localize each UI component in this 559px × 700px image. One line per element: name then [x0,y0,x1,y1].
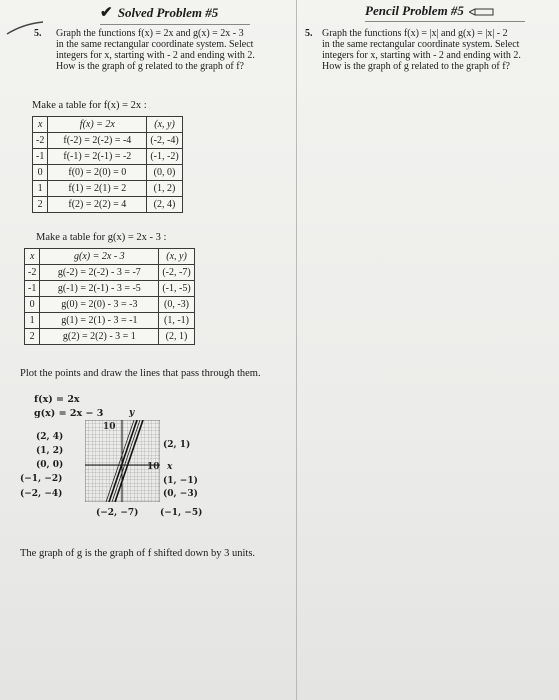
left-problem-text: Graph the functions f(x) = 2x and g(x) = 2x - 3 in the same rectangular coordinate system. Select integers for x, starting with - 2 and ending with 2. How is the graph of g related to the graph of f? [56,28,255,72]
table-cell: (0, 0) [147,165,182,181]
table-header: f(x) = 2x [48,117,147,133]
table-cell: g(-1) = 2(-1) - 3 = -5 [40,281,159,297]
column-divider [296,0,297,700]
x-axis-label: x [167,462,173,472]
table-row [25,313,195,329]
g-point-label: (1, −1) [163,476,198,486]
table-cell: 2 [33,197,48,213]
table-cell: (-2, -7) [159,265,194,281]
f-point-label: (−2, −4) [20,489,63,499]
f-point-label: (2, 4) [36,432,64,442]
table-cell: g(-2) = 2(-2) - 3 = -7 [40,265,159,281]
g-point-label: (−2, −7) [96,508,139,518]
table-g-caption: Make a table for g(x) = 2x - 3 : [36,232,167,243]
table-header: x [33,117,48,133]
table-f [32,116,183,213]
f-point-label: (1, 2) [36,446,64,456]
table-g [24,248,195,345]
table-cell: (2, 1) [159,329,194,345]
right-problem-text: Graph the functions f(x) = |x| and g(x) = |x| - 2 in the same rectangular coordinate system. Select integers for x, starting with - 2 and ending with 2. How is the graph of g related to the graph of f? [322,28,521,72]
f-point-label: (−1, −2) [20,474,63,484]
left-problem-number: 5. [34,28,42,39]
table-cell: (1, 2) [147,181,182,197]
table-cell: 1 [33,181,48,197]
g-point-label: (0, −3) [163,489,198,499]
table-header: x [25,249,40,265]
table-header: g(x) = 2x - 3 [40,249,159,265]
g-point-label: (2, 1) [163,440,191,450]
table-row [33,149,183,165]
pencil-problem-header: Pencil Problem #5 [365,3,525,22]
table-cell: (2, 4) [147,197,182,213]
table-row [33,197,183,213]
table-row [25,281,195,297]
table-cell: -2 [25,265,40,281]
table-header: (x, y) [159,249,194,265]
table-cell: g(2) = 2(2) - 3 = 1 [40,329,159,345]
g-point-label: (−1, −5) [160,508,203,518]
table-header-row [25,249,195,265]
table-row [25,297,195,313]
table-row [25,265,195,281]
table-cell: -1 [33,149,48,165]
table-cell: 1 [25,313,40,329]
table-f-caption: Make a table for f(x) = 2x : [32,100,147,111]
table-cell: g(0) = 2(0) - 3 = -3 [40,297,159,313]
table-cell: 0 [25,297,40,313]
solved-problem-header: ✔ Solved Problem #5 [100,3,250,25]
table-cell: (-2, -4) [147,133,182,149]
table-cell: f(-2) = 2(-2) = -4 [48,133,147,149]
checkmark-icon: ✔ [100,5,113,21]
table-row [33,181,183,197]
table-cell: f(1) = 2(1) = 2 [48,181,147,197]
table-cell: f(0) = 2(0) = 0 [48,165,147,181]
y-axis-label: y [129,408,135,418]
table-cell: -2 [33,133,48,149]
table-header: (x, y) [147,117,182,133]
table-header-row [33,117,183,133]
table-cell: f(-1) = 2(-1) = -2 [48,149,147,165]
g-function-label: g(x) = 2x − 3 [34,408,104,419]
table-cell: (0, -3) [159,297,194,313]
f-point-label: (0, 0) [36,460,64,470]
table-cell: f(2) = 2(2) = 4 [48,197,147,213]
table-cell: 0 [33,165,48,181]
pencil-icon [469,7,495,17]
table-cell: 2 [25,329,40,345]
table-cell: (-1, -2) [147,149,182,165]
plot-instruction: Plot the points and draw the lines that pass through them. [20,368,261,379]
table-cell: (-1, -5) [159,281,194,297]
table-row [33,165,183,181]
conclusion-text: The graph of g is the graph of f shifted down by 3 units. [20,548,256,559]
table-row [33,133,183,149]
table-cell: g(1) = 2(1) - 3 = -1 [40,313,159,329]
right-problem-number: 5. [305,28,313,39]
table-row [25,329,195,345]
table-cell: -1 [25,281,40,297]
coordinate-graph [85,420,160,502]
f-function-label: f(x) = 2x [34,394,80,405]
table-cell: (1, -1) [159,313,194,329]
